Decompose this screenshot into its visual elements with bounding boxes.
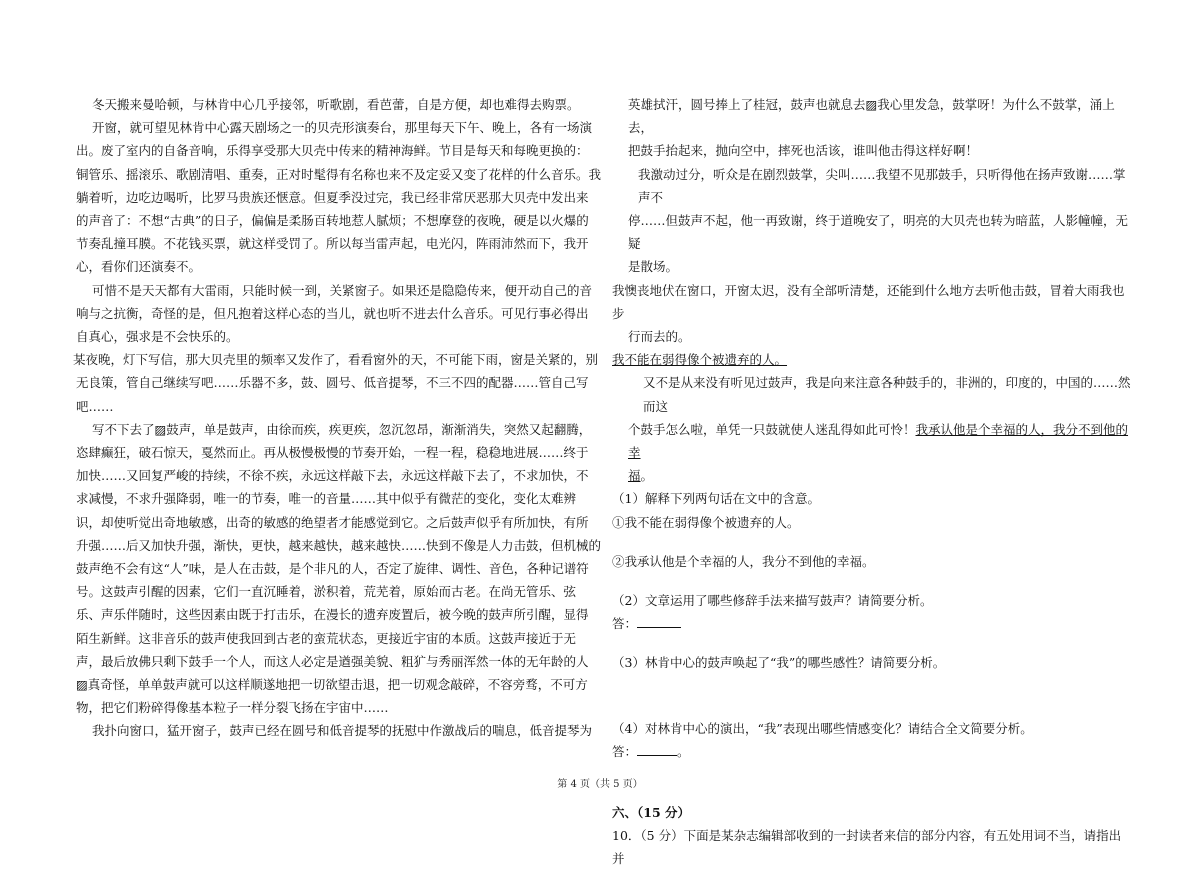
paragraph-line: 把鼓手抬起来，抛向空中，摔死也活该，谁叫他击得这样好啊！ xyxy=(628,143,979,159)
answer-space xyxy=(612,534,1132,550)
paragraph-line: 声，最后放佛只剩下鼓手一个人，而这人必定是遒强美貌、粗犷与秀丽浑然一体的无年龄的人 xyxy=(76,653,589,669)
paragraph-line: 冬天搬来曼哈顿，与林肯中心几乎接邻，听歌剧，看芭蕾，自是方便，却也难得去购票。 xyxy=(92,97,580,112)
period: 。 xyxy=(677,743,690,759)
question-10: 10．（5 分）下面是某杂志编辑部收到的一封读者来信的部分内容，有五处用词不当，请指出并 xyxy=(612,828,1122,867)
paragraph-line: 自真心，强求是不会快乐的。 xyxy=(76,329,239,345)
question-2: （2）文章运用了哪些修辞手法来描写鼓声？请简要分析。 xyxy=(612,593,933,609)
paragraph-line: 我扑向窗口，猛开窗子，鼓声已经在圆号和低音提琴的抚慰中作激战后的喘息，低音提琴为 xyxy=(92,723,593,739)
paragraph-line: 写不下去了▨鼓声，单是鼓声，由徐而疾，疾更疾，忽沉忽昂，渐渐消失，突然又起翻腾， xyxy=(92,421,592,437)
paragraph-line: 是散场。 xyxy=(628,259,679,275)
paragraph-line: 陌生新鲜。这非音乐的鼓声使我回到古老的蛮荒状态，更接近宇宙的本质。这鼓声接近于无 xyxy=(76,630,577,646)
question-3: （3）林肯中心的鼓声唤起了“我”的哪些感性？请简要分析。 xyxy=(612,655,946,671)
paragraph-line: 无良策，管自己继续写吧……乐器不多，鼓、圆号、低音提琴，不三不四的配器……管自己写 xyxy=(76,375,589,391)
left-column xyxy=(73,93,616,743)
paragraph-line: 物，把它们粉碎得像基本粒子一样分裂飞扬在宇宙中…… xyxy=(76,700,389,716)
paragraph-line: 吧…… xyxy=(76,398,114,414)
page-footer: 第 4 页（共 5 页） xyxy=(557,779,643,790)
right-column xyxy=(612,93,1132,871)
answer-line xyxy=(612,740,1132,763)
answer-label: 答： xyxy=(612,616,638,632)
paragraph-line: 出。废了室内的自备音响，乐得享受那大贝壳中传来的精神海鲜。节目是每天和每晚更换的： xyxy=(76,143,589,159)
paragraph-line: 躺着听，边吃边喝听，比罗马贵族还惬意。但夏季没过完，我已经非常厌恶那大贝壳中发出来 xyxy=(76,189,589,205)
underlined-sentence-2-end: 福 xyxy=(628,468,641,484)
answer-space xyxy=(612,675,1132,701)
paragraph-line: 停……但鼓声不起，他一再致谢，终于道晚安了，明亮的大贝壳也转为暗蓝，人影幢幢，无疑 xyxy=(628,213,1129,252)
answer-space xyxy=(612,635,1132,651)
paragraph-line: 我懊丧地伏在窗口，开窗太迟，没有全部听清楚，还能到什么地方去听他击鼓，冒着大雨我也步 xyxy=(612,282,1125,321)
answer-label: 答： xyxy=(612,743,638,759)
paragraph-line: 号。这鼓声引醒的因素，它们一直沉睡着，淤积着，荒芜着，原始而古老。在尚无管乐、弦 xyxy=(76,584,577,600)
paragraph-line: 铜管乐、摇滚乐、歌剧清唱、重奏，正对时髦得有名称也来不及定妥又变了花样的什么音乐。我 xyxy=(76,166,602,182)
question-1: （1）解释下列两句话在文中的含意。 xyxy=(612,491,820,507)
paragraph-line xyxy=(612,464,1132,487)
paragraph-line: 求减慢，不求升强降弱，唯一的节奏，唯一的音量……其中似乎有微茫的变化，变化太难辨 xyxy=(76,491,577,507)
paragraph-line: 乐、声乐伴随时，这些因素由既于打击乐，在漫长的遗弃废置后，被今晚的鼓声所引醒，显得 xyxy=(76,607,589,623)
answer-blank[interactable] xyxy=(637,743,677,756)
paragraph-line: 某夜晚，灯下写信，那大贝壳里的频率又发作了，看看窗外的天，不可能下雨，窗是关紧的，别 xyxy=(73,352,599,368)
paragraph-line: 又不是从来没有听见过鼓声，我是向来注意各种鼓手的，非洲的，印度的，中国的……然而这 xyxy=(643,375,1131,414)
paragraph-line: 行而去的。 xyxy=(628,329,691,345)
paragraph-line: 加快……又回复严峻的持续，不徐不疾，永远这样敲下去，永远这样敲下去了，不求加快，不 xyxy=(76,468,589,484)
paragraph-line: 可惜不是天天都有大雷雨，只能时候一到，关紧窗子。如果还是隐隐传来，便开动自己的音 xyxy=(92,282,593,298)
answer-blank[interactable] xyxy=(637,615,681,628)
question-1-item-b: ②我承认他是个幸福的人，我分不到他的幸福。 xyxy=(612,553,875,569)
question-1-item-a: ①我不能在弱得像个被遗弃的人。 xyxy=(612,514,800,530)
paragraph-line: 鼓声绝不会有这“人”味，是人在击鼓，是个非凡的人，否定了旋律、调性、音色，各种记谱符 xyxy=(76,561,589,577)
paragraph-line: 升强……后又加快升强，渐快，更快，越来越快，越来越快……快到不像是人力击鼓，但机械的 xyxy=(76,537,602,553)
paragraph-line: 节奏乱撞耳膜。不花钱买票，就这样受罚了。所以每当雷声起，电光闪，阵雨沛然而下，我开 xyxy=(76,236,589,252)
paragraph-line: 心，看你们还演奏不。 xyxy=(76,259,202,275)
paragraph-line: ▨真奇怪，单单鼓声就可以这样顺遂地把一切欲望击退，把一切观念敲碎，不容旁骛，不可方 xyxy=(76,677,588,693)
paragraph-line: 恣肆癫狂，破石惊天，戛然而止。再从极慢极慢的节奏开始，一程一程，稳稳地进展……终于 xyxy=(76,445,589,461)
underlined-sentence-2: 我承认他是个幸福的人，我分不到他的幸 xyxy=(628,421,1129,461)
period: 。 xyxy=(640,468,654,484)
paragraph-text: 个鼓手怎么啦，单凭一只鼓就使人迷乱得如此可怜！ xyxy=(628,421,916,437)
answer-space xyxy=(612,701,1132,717)
paragraph-line: 英雄拭汗，圆号捧上了桂冠，鼓声也就息去▨我心里发急，鼓掌呀！为什么不鼓掌，涌上去， xyxy=(628,97,1115,136)
paragraph-line: 开窗，就可望见林肯中心露天剧场之一的贝壳形演奏台，那里每天下午、晚上，各有一场演 xyxy=(92,120,593,136)
paragraph-line: 响与之抗衡，奇怪的是，但凡抱着这样心态的当儿，就也听不进去什么音乐。可见行事必得出 xyxy=(76,305,589,321)
answer-space xyxy=(612,573,1132,589)
question-4: （4）对林肯中心的演出，“我”表现出哪些情感变化？请结合全文简要分析。 xyxy=(612,720,1033,736)
paragraph-line: 的声音了：不想“古典”的日子，偏偏是柔肠百转地惹人腻烦；不想摩登的夜晚，硬是以火爆的 xyxy=(76,213,589,229)
paragraph-line: 识，却使听觉出奇地敏感，出奇的敏感的绝望者才能感觉到它。之后鼓声似乎有所加快，有所 xyxy=(76,514,589,530)
underlined-sentence-1: 我不能在弱得像个被遗弃的人。 xyxy=(612,352,788,368)
paragraph-line xyxy=(612,418,1132,464)
section-heading: 六、（15 分） xyxy=(612,805,690,821)
answer-line xyxy=(612,612,1132,635)
paragraph-line: 我激动过分，听众是在剧烈鼓掌，尖叫……我望不见那鼓手，只听得他在扬声致谢……掌声不 xyxy=(638,166,1126,205)
